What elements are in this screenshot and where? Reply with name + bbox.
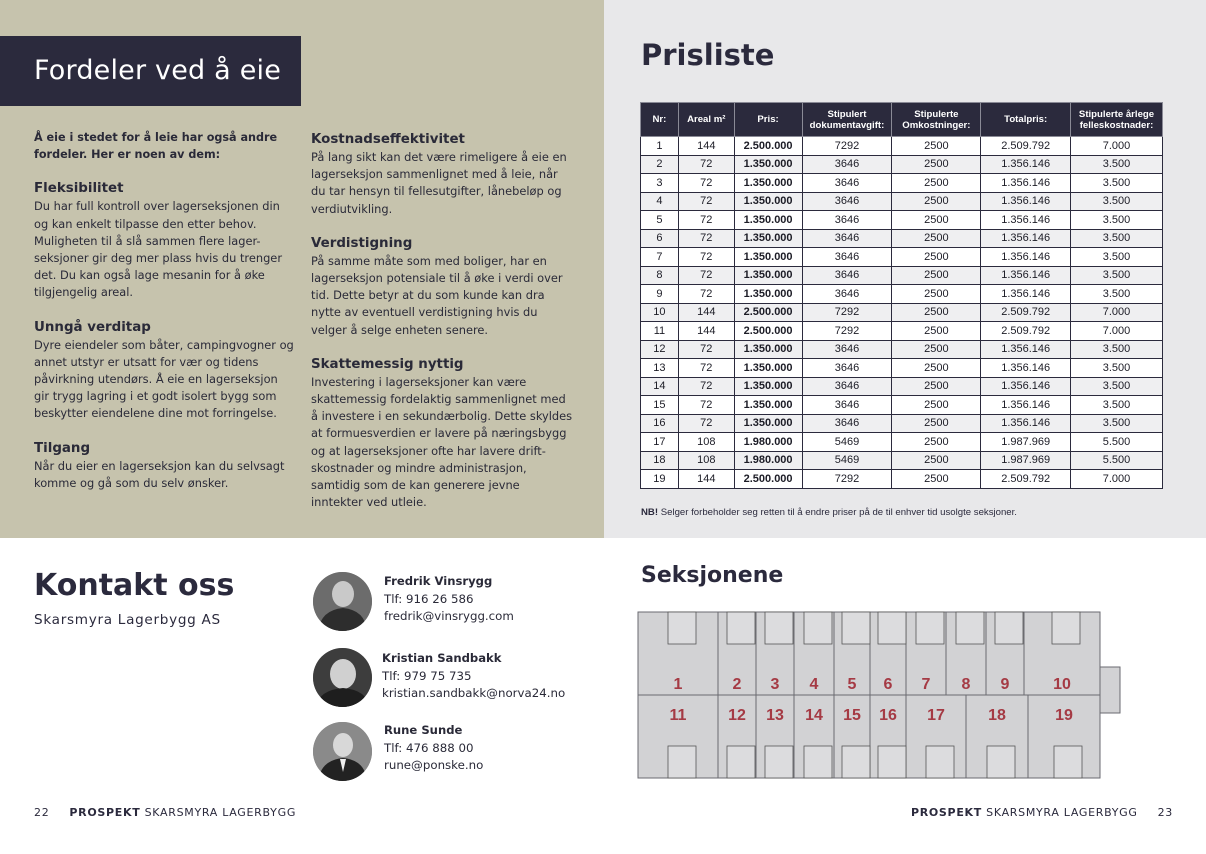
table-cell: 2500 — [892, 137, 981, 156]
contact-phone[interactable]: Tlf: 916 26 586 — [384, 591, 474, 606]
table-cell: 5.500 — [1071, 451, 1163, 470]
table-cell: 3.500 — [1071, 192, 1163, 211]
table-cell: 7292 — [802, 137, 892, 156]
unit-number: 16 — [879, 707, 897, 724]
door-marker — [842, 746, 870, 778]
table-cell: 2.500.000 — [734, 137, 802, 156]
table-cell: 7292 — [802, 303, 892, 322]
unit-number: 11 — [669, 707, 687, 724]
table-cell: 1.356.146 — [981, 377, 1071, 396]
table-cell: 1.350.000 — [734, 155, 802, 174]
table-cell: 19 — [641, 470, 679, 489]
table-cell: 1.350.000 — [734, 174, 802, 193]
table-cell: 2 — [641, 155, 679, 174]
table-cell: 3646 — [802, 174, 892, 193]
contact-card — [313, 572, 603, 634]
table-cell: 2500 — [892, 192, 981, 211]
benefits-title: Fordeler ved å eie — [34, 55, 282, 86]
table-cell: 3646 — [802, 414, 892, 433]
door-marker — [995, 612, 1023, 644]
table-cell: 2500 — [892, 322, 981, 341]
benefit-body: Du har full kontroll over lagerseksjonen din og kan enkelt tilpasse den etter behov. Muligheten til å slå sammen flere lager-seksjoner gir deg mer plass hvis du trenger det. Du kan også lage mesanin for å øke tilgjengelig areal. — [34, 199, 282, 300]
table-cell: 108 — [678, 451, 734, 470]
avatar — [313, 722, 372, 781]
price-note — [641, 507, 1017, 518]
pricelist-panel — [604, 0, 1206, 538]
benefit-body: På samme måte som med boliger, har en lagerseksjon potensiale til å øke i verdi over tid. Dette betyr at du som kunde kan dra nytte av eventuell verdistigning hvis du velger å selge enheten senere. — [311, 253, 563, 337]
table-cell: 3.500 — [1071, 340, 1163, 359]
avatar — [313, 648, 372, 707]
door-marker — [878, 746, 906, 778]
contact-name: Rune Sunde — [384, 723, 463, 737]
table-cell: 1.987.969 — [981, 433, 1071, 452]
table-cell: 3 — [641, 174, 679, 193]
table-cell: 2500 — [892, 174, 981, 193]
table-cell: 72 — [678, 155, 734, 174]
table-cell: 12 — [641, 340, 679, 359]
table-cell: 7.000 — [1071, 137, 1163, 156]
table-row — [641, 433, 1163, 452]
table-cell: 3.500 — [1071, 155, 1163, 174]
table-cell: 14 — [641, 377, 679, 396]
table-cell: 2.509.792 — [981, 470, 1071, 489]
table-cell: 5.500 — [1071, 433, 1163, 452]
table-cell: 1.350.000 — [734, 377, 802, 396]
benefits-panel — [0, 0, 604, 538]
table-cell: 1.356.146 — [981, 285, 1071, 304]
table-cell: 144 — [678, 137, 734, 156]
table-cell: 1.350.000 — [734, 248, 802, 267]
table-cell: 7.000 — [1071, 322, 1163, 341]
benefits-title-box — [0, 36, 301, 106]
table-cell: 72 — [678, 248, 734, 267]
contact-phone[interactable]: Tlf: 476 888 00 — [384, 740, 474, 755]
table-cell: 16 — [641, 414, 679, 433]
table-cell: 72 — [678, 359, 734, 378]
table-cell: 3.500 — [1071, 229, 1163, 248]
table-cell: 2.509.792 — [981, 303, 1071, 322]
page-number: 22 — [34, 806, 50, 819]
column-header: Pris: — [734, 103, 802, 137]
table-cell: 3646 — [802, 229, 892, 248]
table-cell: 1.356.146 — [981, 248, 1071, 267]
door-marker — [727, 746, 755, 778]
table-cell: 3646 — [802, 340, 892, 359]
contact-email[interactable]: rune@ponske.no — [384, 758, 484, 773]
table-cell: 2.500.000 — [734, 303, 802, 322]
contact-info — [382, 650, 565, 703]
table-cell: 1.356.146 — [981, 396, 1071, 415]
door-marker — [1052, 612, 1080, 644]
footer-brand-bold: PROSPEKT — [910, 806, 982, 819]
table-row — [641, 266, 1163, 285]
table-cell: 1.356.146 — [981, 340, 1071, 359]
column-header: Totalpris: — [981, 103, 1071, 137]
table-cell: 2.509.792 — [981, 322, 1071, 341]
benefit-heading: Tilgang — [34, 440, 91, 456]
column-header: Stipulert dokumentavgift: — [802, 103, 892, 137]
table-cell: 1.356.146 — [981, 359, 1071, 378]
door-marker — [926, 746, 954, 778]
unit-number: 17 — [927, 707, 945, 724]
contact-email[interactable]: fredrik@vinsrygg.com — [384, 609, 514, 624]
column-header: Stipulerte Omkostninger: — [892, 103, 981, 137]
table-cell: 3646 — [802, 359, 892, 378]
benefit-heading: Fleksibilitet — [34, 181, 124, 197]
table-cell: 2500 — [892, 248, 981, 267]
table-cell: 72 — [678, 192, 734, 211]
unit-number: 19 — [1055, 707, 1073, 724]
avatar — [313, 572, 372, 631]
door-marker — [804, 612, 832, 644]
table-cell: 1.350.000 — [734, 229, 802, 248]
table-cell: 2500 — [892, 433, 981, 452]
table-cell: 1.980.000 — [734, 433, 802, 452]
benefit-heading: Verdistigning — [311, 235, 413, 251]
table-cell: 1.980.000 — [734, 451, 802, 470]
contact-name: Fredrik Vinsrygg — [384, 574, 493, 588]
table-cell: 1.356.146 — [981, 266, 1071, 285]
footer-brand: SKARSMYRA LAGERBYGG — [981, 806, 1138, 819]
table-cell: 7292 — [802, 322, 892, 341]
page-number: 23 — [1157, 806, 1173, 819]
table-cell: 2500 — [892, 340, 981, 359]
table-cell: 144 — [678, 322, 734, 341]
table-cell: 7.000 — [1071, 303, 1163, 322]
contact-card — [313, 722, 603, 784]
table-cell: 2500 — [892, 155, 981, 174]
table-cell: 72 — [678, 414, 734, 433]
table-row — [641, 377, 1163, 396]
table-row — [641, 229, 1163, 248]
table-cell: 1.356.146 — [981, 155, 1071, 174]
price-table-header — [641, 103, 1163, 137]
table-row — [641, 192, 1163, 211]
benefits-column-left — [34, 129, 294, 509]
table-cell: 144 — [678, 303, 734, 322]
footer-brand: SKARSMYRA LAGERBYGG — [140, 806, 297, 819]
table-cell: 3646 — [802, 211, 892, 230]
table-cell: 1.356.146 — [981, 229, 1071, 248]
table-cell: 2500 — [892, 303, 981, 322]
table-cell: 13 — [641, 359, 679, 378]
column-header: Nr: — [641, 103, 679, 137]
table-row — [641, 470, 1163, 489]
unit-number: 3 — [770, 676, 780, 693]
table-cell: 8 — [641, 266, 679, 285]
table-cell: 1.350.000 — [734, 414, 802, 433]
table-cell: 2500 — [892, 414, 981, 433]
table-cell: 15 — [641, 396, 679, 415]
unit-number: 10 — [1053, 676, 1071, 693]
table-cell: 72 — [678, 211, 734, 230]
table-cell: 3646 — [802, 248, 892, 267]
table-cell: 1.350.000 — [734, 285, 802, 304]
table-cell: 72 — [678, 266, 734, 285]
column-header: Stipulerte årlege felleskostnader: — [1071, 103, 1163, 137]
table-cell: 7 — [641, 248, 679, 267]
table-cell: 2500 — [892, 377, 981, 396]
unit-number: 5 — [847, 676, 857, 693]
table-cell: 1.987.969 — [981, 451, 1071, 470]
contact-title: Kontakt oss — [34, 568, 235, 603]
table-row — [641, 155, 1163, 174]
table-cell: 2500 — [892, 285, 981, 304]
table-cell: 2500 — [892, 229, 981, 248]
table-cell: 3.500 — [1071, 359, 1163, 378]
table-cell: 2500 — [892, 396, 981, 415]
table-cell: 3646 — [802, 155, 892, 174]
table-row — [641, 396, 1163, 415]
benefit-heading: Kostnadseffektivitet — [311, 132, 465, 147]
table-cell: 3.500 — [1071, 414, 1163, 433]
door-marker — [916, 612, 944, 644]
unit-number: 4 — [809, 676, 819, 693]
door-marker — [668, 612, 696, 644]
pricelist-title: Prisliste — [641, 38, 775, 72]
note-text: Selger forbeholder seg retten til å endre priser på de til enhver tid usolgte seksjoner. — [658, 507, 1017, 518]
benefit-heading: Unngå verditap — [34, 319, 151, 335]
contact-info — [384, 573, 514, 626]
note-label: NB! — [641, 507, 659, 518]
table-cell: 144 — [678, 470, 734, 489]
table-cell: 3.500 — [1071, 248, 1163, 267]
price-table — [640, 102, 1163, 489]
table-cell: 3646 — [802, 377, 892, 396]
table-cell: 3.500 — [1071, 211, 1163, 230]
table-cell: 3646 — [802, 266, 892, 285]
table-row — [641, 340, 1163, 359]
floor-plan-annex — [1100, 667, 1120, 713]
table-cell: 3.500 — [1071, 396, 1163, 415]
contact-company: Skarsmyra Lagerbygg AS — [34, 612, 221, 628]
contact-card — [313, 648, 603, 710]
table-row — [641, 414, 1163, 433]
table-cell: 17 — [641, 433, 679, 452]
footer-brand-bold: PROSPEKT — [69, 806, 141, 819]
unit-number: 1 — [673, 676, 683, 693]
table-cell: 3646 — [802, 192, 892, 211]
table-cell: 3646 — [802, 285, 892, 304]
table-cell: 72 — [678, 396, 734, 415]
table-cell: 1.350.000 — [734, 192, 802, 211]
table-cell: 2.500.000 — [734, 470, 802, 489]
table-cell: 4 — [641, 192, 679, 211]
unit-number: 8 — [961, 676, 971, 693]
table-cell: 108 — [678, 433, 734, 452]
door-marker — [804, 746, 832, 778]
table-cell: 3.500 — [1071, 377, 1163, 396]
unit-number: 7 — [921, 676, 931, 693]
contact-name: Kristian Sandbakk — [382, 651, 502, 665]
table-cell: 9 — [641, 285, 679, 304]
table-row — [641, 285, 1163, 304]
table-cell: 2500 — [892, 451, 981, 470]
unit-number: 2 — [732, 676, 742, 693]
door-marker — [765, 612, 793, 644]
benefit-heading: Skattemessig nyttig — [311, 356, 464, 372]
door-marker — [956, 612, 984, 644]
column-header: Areal m² — [678, 103, 734, 137]
table-cell: 7292 — [802, 470, 892, 489]
table-cell: 1.356.146 — [981, 192, 1071, 211]
price-table-body — [641, 137, 1163, 489]
benefit-body: På lang sikt kan det være rimeligere å eie en lagerseksjon sammenlignet med å leie, når du tar hensyn til fellesutgifter, lånebeløp og verdiutvikling. — [311, 150, 567, 216]
table-row — [641, 359, 1163, 378]
table-row — [641, 303, 1163, 322]
benefit-body: Investering i lagerseksjoner kan være skattemessig fordelaktig sammenlignet med å investere i en sekundærbolig. Dette skyldes at formuesverdien er lavere på næringsbygg og at lagerseksjoner ofte har lavere drift-skostnader og mindre administrasjon, samtidig som de kan generere jevne inntekter ved utleie. — [311, 374, 573, 510]
table-cell: 3.500 — [1071, 266, 1163, 285]
table-cell: 72 — [678, 377, 734, 396]
table-row — [641, 211, 1163, 230]
table-row — [641, 451, 1163, 470]
unit-number: 13 — [766, 707, 784, 724]
table-cell: 1.350.000 — [734, 396, 802, 415]
table-cell: 72 — [678, 340, 734, 359]
table-cell: 11 — [641, 322, 679, 341]
unit-number: 9 — [1000, 676, 1010, 693]
unit-number: 12 — [728, 707, 746, 724]
table-cell: 5469 — [802, 433, 892, 452]
benefit-body: Dyre eiendeler som båter, campingvogner og annet utstyr er utsatt for vær og tidens påvirkning utendørs. Å eie en lagerseksjon gir trygg lagring i et godt isolert bygg som beskytter eiendelene dine mot forringelse. — [34, 337, 294, 421]
floor-plan — [636, 602, 1136, 786]
unit-number: 6 — [883, 676, 893, 693]
table-cell: 5469 — [802, 451, 892, 470]
door-marker — [765, 746, 793, 778]
table-cell: 1.356.146 — [981, 414, 1071, 433]
table-cell: 1.350.000 — [734, 266, 802, 285]
table-cell: 2500 — [892, 359, 981, 378]
door-marker — [668, 746, 696, 778]
table-cell: 5 — [641, 211, 679, 230]
door-marker — [1054, 746, 1082, 778]
table-cell: 3.500 — [1071, 174, 1163, 193]
footer-right — [911, 806, 1173, 819]
contact-phone[interactable]: Tlf: 979 75 735 — [382, 668, 472, 683]
table-cell: 72 — [678, 174, 734, 193]
table-cell: 2500 — [892, 470, 981, 489]
door-marker — [727, 612, 755, 644]
table-cell: 1.356.146 — [981, 174, 1071, 193]
table-cell: 1.350.000 — [734, 359, 802, 378]
table-cell: 72 — [678, 285, 734, 304]
table-cell: 2500 — [892, 266, 981, 285]
table-row — [641, 248, 1163, 267]
table-cell: 72 — [678, 229, 734, 248]
table-cell: 1.350.000 — [734, 211, 802, 230]
table-cell: 2.509.792 — [981, 137, 1071, 156]
door-marker — [878, 612, 906, 644]
sections-title: Seksjonene — [641, 563, 784, 588]
table-cell: 1.350.000 — [734, 340, 802, 359]
table-cell: 3646 — [802, 396, 892, 415]
table-cell: 7.000 — [1071, 470, 1163, 489]
unit-number: 15 — [843, 707, 861, 724]
table-row — [641, 137, 1163, 156]
door-marker — [842, 612, 870, 644]
table-cell: 18 — [641, 451, 679, 470]
table-cell: 10 — [641, 303, 679, 322]
unit-number: 14 — [805, 707, 823, 724]
table-row — [641, 174, 1163, 193]
benefits-column-right — [311, 131, 573, 528]
table-cell: 6 — [641, 229, 679, 248]
table-row — [641, 322, 1163, 341]
table-cell: 3.500 — [1071, 285, 1163, 304]
table-cell: 1 — [641, 137, 679, 156]
contact-email[interactable]: kristian.sandbakk@norva24.no — [382, 686, 566, 701]
unit-number: 18 — [988, 707, 1006, 724]
benefits-intro: Å eie i stedet for å leie har også andre fordeler. Her er noen av dem: — [34, 131, 278, 162]
contact-info — [384, 722, 483, 775]
door-marker — [987, 746, 1015, 778]
table-cell: 1.356.146 — [981, 211, 1071, 230]
table-cell: 2500 — [892, 211, 981, 230]
footer-left — [34, 806, 296, 819]
table-cell: 2.500.000 — [734, 322, 802, 341]
benefit-body: Når du eier en lagerseksjon kan du selvsagt komme og gå som du selv ønsker. — [34, 458, 285, 490]
